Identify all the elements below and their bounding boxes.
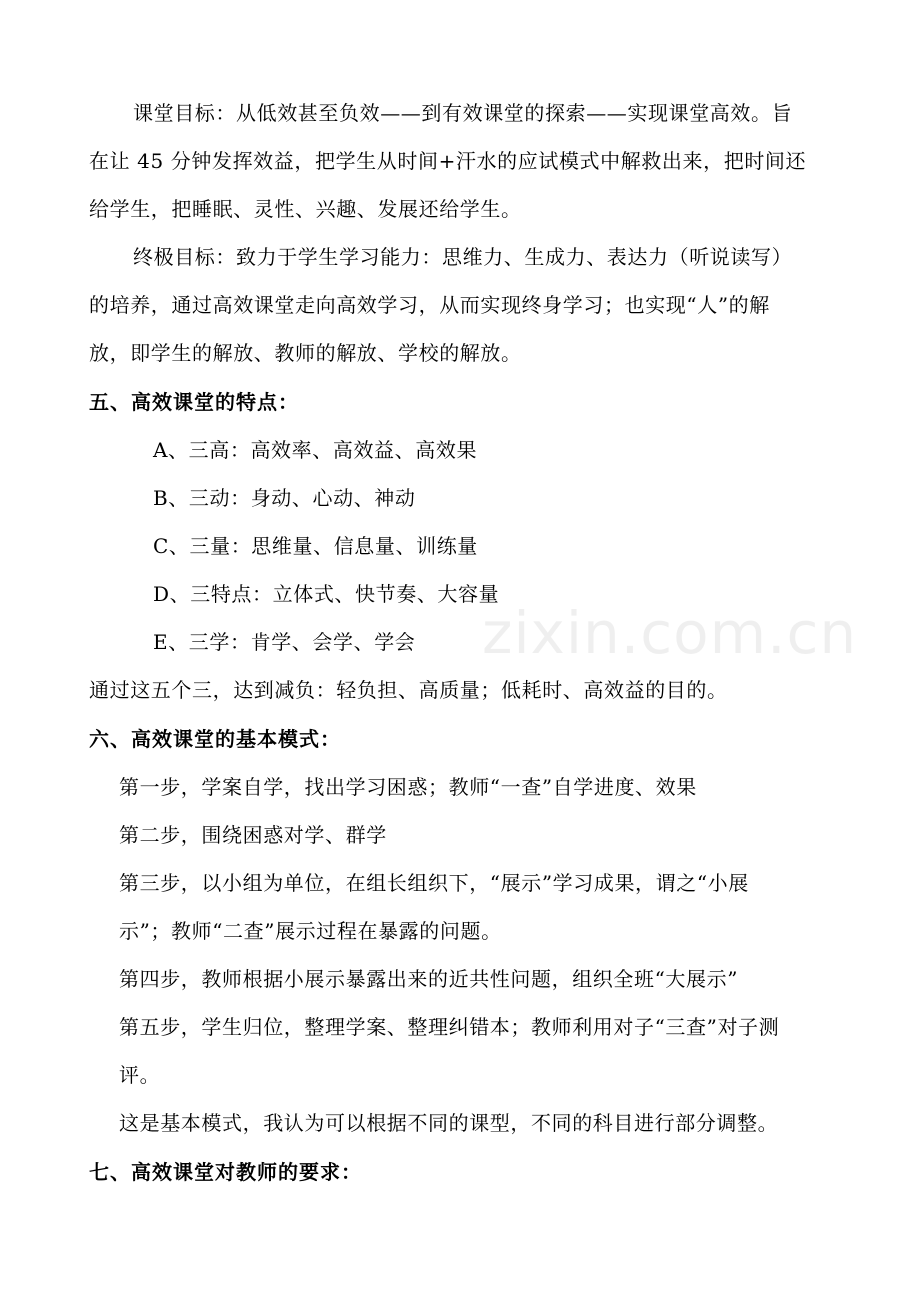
model-note: 这是基本模式，我认为可以根据不同的课型，不同的科目进行部分调整。 xyxy=(119,1111,779,1135)
paragraph-goal-ultimate-line-2: 的培养，通过高效课堂走向高效学习，从而实现终身学习；也实现“人”的解 xyxy=(89,293,770,317)
feature-item-d: D、三特点：立体式、快节奏、大容量 xyxy=(153,582,500,606)
feature-item-b: B、三动：身动、心动、神动 xyxy=(153,486,416,510)
paragraph-goal-classroom-line-2: 在让 45 分钟发挥效益，把学生从时间+汗水的应试模式中解救出来，把时间还 xyxy=(89,149,807,173)
model-step-3-line-1: 第三步，以小组为单位，在组长组织下，“展示”学习成果，谓之“小展 xyxy=(119,871,749,895)
model-step-1: 第一步，学案自学，找出学习困惑；教师“一查”自学进度、效果 xyxy=(119,775,697,799)
feature-item-e: E、三学：肯学、会学、学会 xyxy=(153,630,416,654)
watermark: zixin.com.cn xyxy=(482,599,858,667)
model-step-4: 第四步，教师根据小展示暴露出来的近共性问题，组织全班“大展示” xyxy=(119,967,739,991)
paragraph-goal-ultimate-line-3: 放，即学生的解放、教师的解放、学校的解放。 xyxy=(89,341,522,365)
feature-item-c: C、三量：思维量、信息量、训练量 xyxy=(153,534,478,558)
section-heading-basic-model: 六、高效课堂的基本模式： xyxy=(89,727,341,751)
model-step-5-line-2: 评。 xyxy=(119,1063,161,1087)
model-step-5-line-1: 第五步，学生归位，整理学案、整理纠错本；教师利用对子“三查”对子测 xyxy=(119,1015,780,1039)
paragraph-goal-classroom-line-3: 给学生，把睡眠、灵性、兴趣、发展还给学生。 xyxy=(89,197,522,221)
feature-item-a: A、三高：高效率、高效益、高效果 xyxy=(153,438,478,462)
section-heading-teacher-requirements: 七、高效课堂对教师的要求： xyxy=(89,1160,362,1184)
paragraph-goal-ultimate-line-1: 终极目标：致力于学生学习能力：思维力、生成力、表达力（听说读写） xyxy=(133,245,793,269)
section-heading-features: 五、高效课堂的特点： xyxy=(89,390,299,414)
features-summary: 通过这五个三，达到减负：轻负担、高质量；低耗时、高效益的目的。 xyxy=(89,678,728,702)
paragraph-goal-classroom-line-1: 课堂目标：从低效甚至负效——到有效课堂的探索——实现课堂高效。旨 xyxy=(133,101,793,125)
model-step-3-line-2: 示”；教师“二查”展示过程在暴露的问题。 xyxy=(119,919,502,943)
model-step-2: 第二步，围绕困惑对学、群学 xyxy=(119,823,387,847)
